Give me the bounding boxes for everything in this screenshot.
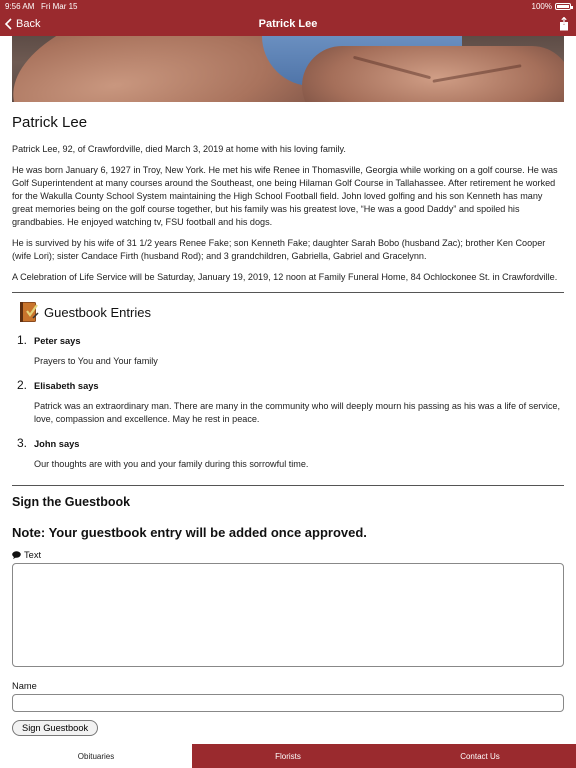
name-label: Name [12,681,37,691]
battery-icon [555,3,571,10]
status-time: 9:56 AM [5,1,35,11]
battery-percent: 100% [531,1,552,11]
entry-number: 2. [17,378,28,392]
tab-contact-us[interactable]: Contact Us [460,751,500,761]
obituary-paragraph: Patrick Lee, 92, of Crawfordville, died March 3, 2019 at home with his loving family. [12,144,346,154]
obituary-text [12,143,564,284]
entry-author: John says [34,439,80,449]
approval-note: Note: Your guestbook entry will be added once approved. [12,525,367,540]
obituary-photo [12,36,564,102]
obituary-paragraph: He is survived by his wife of 31 1/2 years Renee Fake; son Kenneth Fake; daughter Sarah Bobo (husband Zac); brother Ken Cooper (wife Lori); sister Candace Firth (husband Rod); and 3 grandchildren, Gabriella, Gabriel and Gracelynn. [12,238,546,261]
text-label-text: Text [24,550,42,560]
nav-bar [0,12,576,36]
guestbook-entry [12,378,564,436]
entry-number: 3. [17,436,28,450]
sign-guestbook-button[interactable]: Sign Guestbook [12,720,98,736]
guestbook-entries [12,333,564,481]
page-title: Patrick Lee [258,18,318,30]
divider [12,485,564,486]
back-button-label: Back [16,18,41,30]
guestbook-entry [12,333,564,378]
sign-guestbook-title: Sign the Guestbook [12,495,131,509]
guestbook-entry [12,436,564,481]
guestbook-text-input[interactable] [12,563,564,667]
status-bar [0,0,576,12]
obituary-paragraph: He was born January 6, 1927 in Troy, New York. He met his wife Renee in Thomasville, Georgia while working on a golf course. He was Golf Superintendent at many courses around the Southeast, one being Hilaman Golf Course in Tallahassee. After retirement he worked for the Wakulla County School System maintaining the High School Football field. John loved golfing and his son Kenneth has many great memories being on the golf course together, but his family was his greatest love, “He was a good Daddy” and spoiled his grandbabies. He enjoyed watching tv, FSU football and his dogs. [12,165,558,227]
status-left [5,2,532,11]
guestbook-title: Guestbook Entries [44,304,151,320]
divider [12,292,564,293]
guestbook-book-icon [18,300,40,324]
entry-author: Elisabeth says [34,381,99,391]
text-label [12,549,564,561]
obituary-paragraph: A Celebration of Life Service will be Saturday, January 19, 2019, 12 noon at Family Funeral Home, 84 Ochlockonee St. in Crawfordville. [12,272,558,282]
entry-author: Peter says [34,336,81,346]
tab-bar [0,744,576,768]
status-right [532,2,571,11]
share-icon[interactable] [559,17,569,31]
name-input[interactable] [12,694,564,712]
main-content [12,108,564,736]
guestbook-header [12,297,564,327]
entry-text: Prayers to You and Your family [34,356,158,366]
entry-text: Patrick was an extraordinary man. There are many in the community who will deeply mourn his passing as his was a life of service, love, compassion and excellence. May he rest in peace. [34,401,560,424]
chevron-left-icon [4,18,13,30]
entry-text: Our thoughts are with you and your family during this sorrowful time. [34,459,309,469]
tab-obituaries[interactable]: Obituaries [0,744,192,768]
obituary-name: Patrick Lee [12,114,88,131]
comment-icon [12,551,21,559]
tab-florists[interactable]: Florists [275,751,301,761]
entry-number: 1. [17,333,28,347]
back-button[interactable] [4,12,40,36]
status-date: Fri Mar 15 [41,1,78,11]
